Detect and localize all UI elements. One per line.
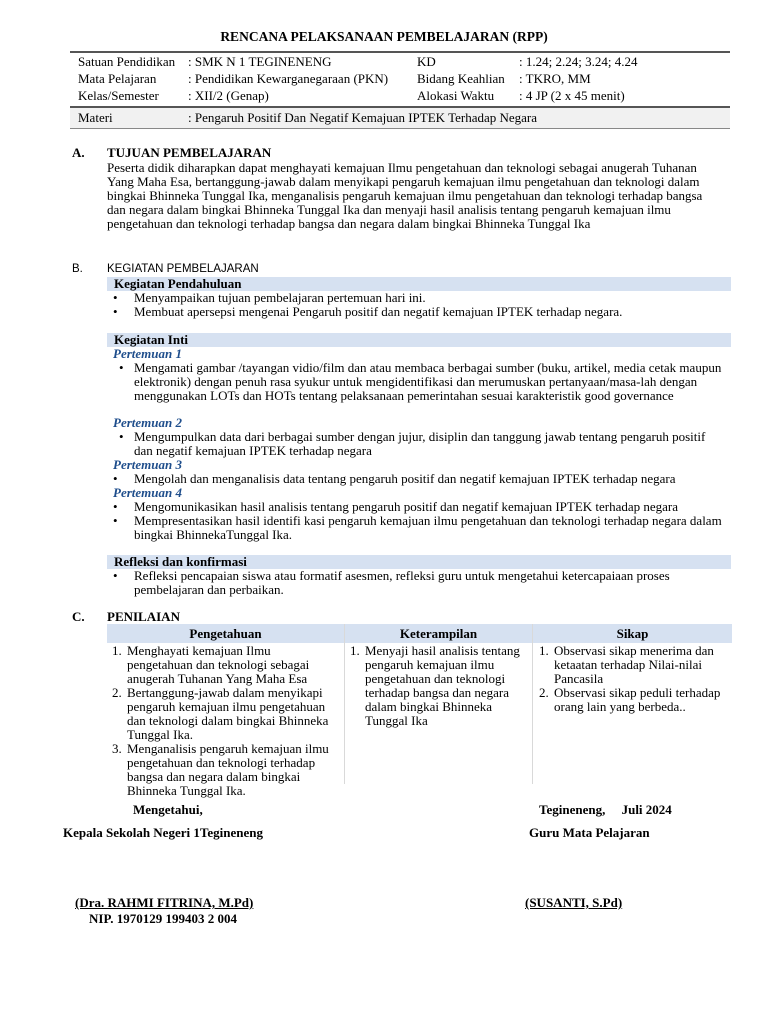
header-row	[70, 53, 730, 70]
bullet-icon: •	[113, 304, 118, 319]
header-label: Bidang Keahlian	[417, 71, 505, 86]
section-b-letter: B.	[72, 263, 83, 275]
header-row	[70, 70, 730, 87]
section-c-title: PENILAIAN	[107, 609, 180, 624]
kegiatan-inti-header	[107, 333, 731, 347]
bullet-icon: •	[113, 499, 118, 514]
list-item: Mengomunikasikan hasil analisis tentang pengaruh positif dan negatif kemajuan IPTEK terhadap negara	[134, 499, 679, 514]
pengetahuan-column	[107, 644, 329, 798]
list-item: 1. Observasi sikap menerima dan ketaatan terhadap Nilai-nilai Pancasila	[539, 643, 714, 686]
section-a-text: Peserta didik diharapkan dapat menghayati kemajuan Ilmu pengetahuan dan teknologi sebagai anugerah Tuhanan Yang Maha Esa, bertanggung-jawab dalam menyikapi pengaruh kemajuan ilmu pengetahuan dan teknologi dalam bingkai Bhinneka Tunggal Ika, menganalisis pengaruh kemajuan ilmu pengetahuan dan teknologi terhadap bangsa dan negara dalam bingkai Bhinneka Tunggal Ika dan menyaji hasil analisis tentang pengaruh kemajuan ilmu pengetahuan dan teknologi terhadap bangsa dan negara dalam bingkai Bhinneka Tunggal Ika	[107, 160, 703, 231]
headmaster-role: Kepala Sekolah Negeri 1Tegineneng	[63, 825, 263, 840]
list-item: Menyampaikan tujuan pembelajaran pertemuan hari ini.	[134, 290, 426, 305]
list-item: 2. Bertanggung-jawab dalam menyikapi pengaruh kemajuan ilmu pengetahuan dan teknologi dalam bingkai Bhinneka Tunggal Ika.	[112, 685, 329, 742]
column-header: Keterampilan	[345, 624, 532, 643]
teacher-role: Guru Mata Pelajaran	[529, 825, 650, 840]
list-item: 1. Menghayati kemajuan Ilmu pengetahuan dan teknologi sebagai anugerah Tuhanan Yang Maha Esa	[112, 643, 310, 686]
kegiatan-pendahuluan-header	[107, 277, 731, 291]
mengetahui-label: Mengetahui,	[133, 802, 203, 817]
header-label: Mata Pelajaran	[78, 71, 157, 86]
bullet-icon: •	[113, 568, 118, 583]
document-title: RENCANA PELAKSANAAN PEMBELAJARAN (RPP)	[220, 29, 548, 44]
list-item: 3. Menganalisis pengaruh kemajuan ilmu pengetahuan dan teknologi terhadap bangsa dan negara dalam bingkai Bhinneka Tunggal Ika.	[112, 741, 329, 798]
pertemuan-4-label: Pertemuan 4	[113, 485, 182, 500]
list-item: 1. Menyaji hasil analisis tentang pengaruh kemajuan ilmu pengetahuan dan teknologi terhadap bangsa dan negara dalam bingkai Bhinneka Tunggal Ika	[350, 643, 520, 728]
bullet-icon: •	[119, 429, 124, 444]
refleksi-title: Refleksi dan konfirmasi	[114, 554, 247, 569]
pertemuan-2-label: Pertemuan 2	[113, 415, 182, 430]
pertemuan-1-label: Pertemuan 1	[113, 346, 182, 361]
materi-label: Materi	[78, 110, 113, 125]
materi-row	[70, 108, 730, 128]
list-item: Mengamati gambar /tayangan vidio/film dan atau membaca berbagai sumber (buku, artikel, media cetak maupun elektronik) dengan penuh rasa syukur untuk mengidentifikasi dan merumuskan pertanyaan/masa-lah dengan menggunakan LOTs dan HOTs tentang pelaksanaan pemerintahan sesuai karakteristik good governance	[134, 360, 722, 403]
column-header: Sikap	[533, 624, 732, 643]
list-item: Refleksi pencapaian siswa atau formatif asesmen, refleksi guru untuk mengetahui ketercapaiaan proses pembelajaran dan perbaikan.	[134, 568, 670, 597]
refleksi-header	[107, 555, 731, 569]
divider	[70, 128, 730, 129]
column-divider	[532, 624, 533, 784]
section-a-letter: A.	[72, 145, 85, 160]
list-item: Mempresentasikan hasil identifi kasi pengaruh kemajuan ilmu pengetahuan dan teknologi terhadap negara dalam bingkai BhinnekaTunggal Ika.	[134, 513, 722, 542]
header-label: KD	[417, 54, 436, 69]
penilaian-table	[107, 624, 732, 798]
headmaster-name: (Dra. RAHMI FITRINA, M.Pd)	[75, 895, 254, 910]
list-item: Mengumpulkan data dari berbagai sumber dengan jujur, disiplin dan tanggung jawab tentang pengaruh positif dan negatif kemajuan IPTEK terhadap negara	[134, 429, 706, 458]
header-row	[70, 87, 730, 104]
sikap-column	[534, 644, 722, 714]
header-value: : XII/2 (Genap)	[188, 88, 269, 103]
header-info-table	[70, 51, 730, 129]
list-item: Membuat apersepsi mengenai Pengaruh positif dan negatif kemajuan IPTEK terhadap negara.	[134, 304, 623, 319]
header-value: : Pendidikan Kewarganegaraan (PKN)	[188, 71, 389, 86]
section-b-title: KEGIATAN PEMBELAJARAN	[107, 263, 259, 275]
header-value: : TKRO, MM	[519, 71, 591, 86]
section-a-title: TUJUAN PEMBELAJARAN	[107, 145, 272, 160]
bullet-icon: •	[113, 513, 118, 528]
bullet-icon: •	[119, 360, 124, 375]
materi-value: : Pengaruh Positif Dan Negatif Kemajuan IPTEK Terhadap Negara	[188, 110, 538, 125]
pertemuan-3-label: Pertemuan 3	[113, 457, 182, 472]
bullet-icon: •	[113, 471, 118, 486]
header-value: : 4 JP (2 x 45 menit)	[519, 88, 625, 103]
section-c-letter: C.	[72, 609, 85, 624]
kegiatan-inti-title: Kegiatan Inti	[114, 332, 189, 347]
list-item: 2. Observasi sikap peduli terhadap orang lain yang berbeda..	[539, 685, 721, 714]
header-value: : 1.24; 2.24; 3.24; 4.24	[519, 54, 638, 69]
kegiatan-pendahuluan-title: Kegiatan Pendahuluan	[114, 276, 242, 291]
teacher-name: (SUSANTI, S.Pd)	[525, 895, 623, 910]
list-item: Mengolah dan menganalisis data tentang pengaruh positif dan negatif kemajuan IPTEK terhadap negara	[134, 471, 676, 486]
header-label: Kelas/Semester	[78, 88, 159, 103]
header-label: Satuan Pendidikan	[78, 54, 176, 69]
header-value: : SMK N 1 TEGINENENG	[188, 54, 332, 69]
header-label: Alokasi Waktu	[417, 88, 495, 103]
place-date: Tegineneng, Juli 2024	[539, 802, 672, 817]
column-header: Pengetahuan	[107, 624, 344, 643]
keterampilan-column	[345, 644, 523, 728]
headmaster-nip: NIP. 1970129 199403 2 004	[89, 911, 237, 926]
bullet-icon: •	[113, 290, 118, 305]
